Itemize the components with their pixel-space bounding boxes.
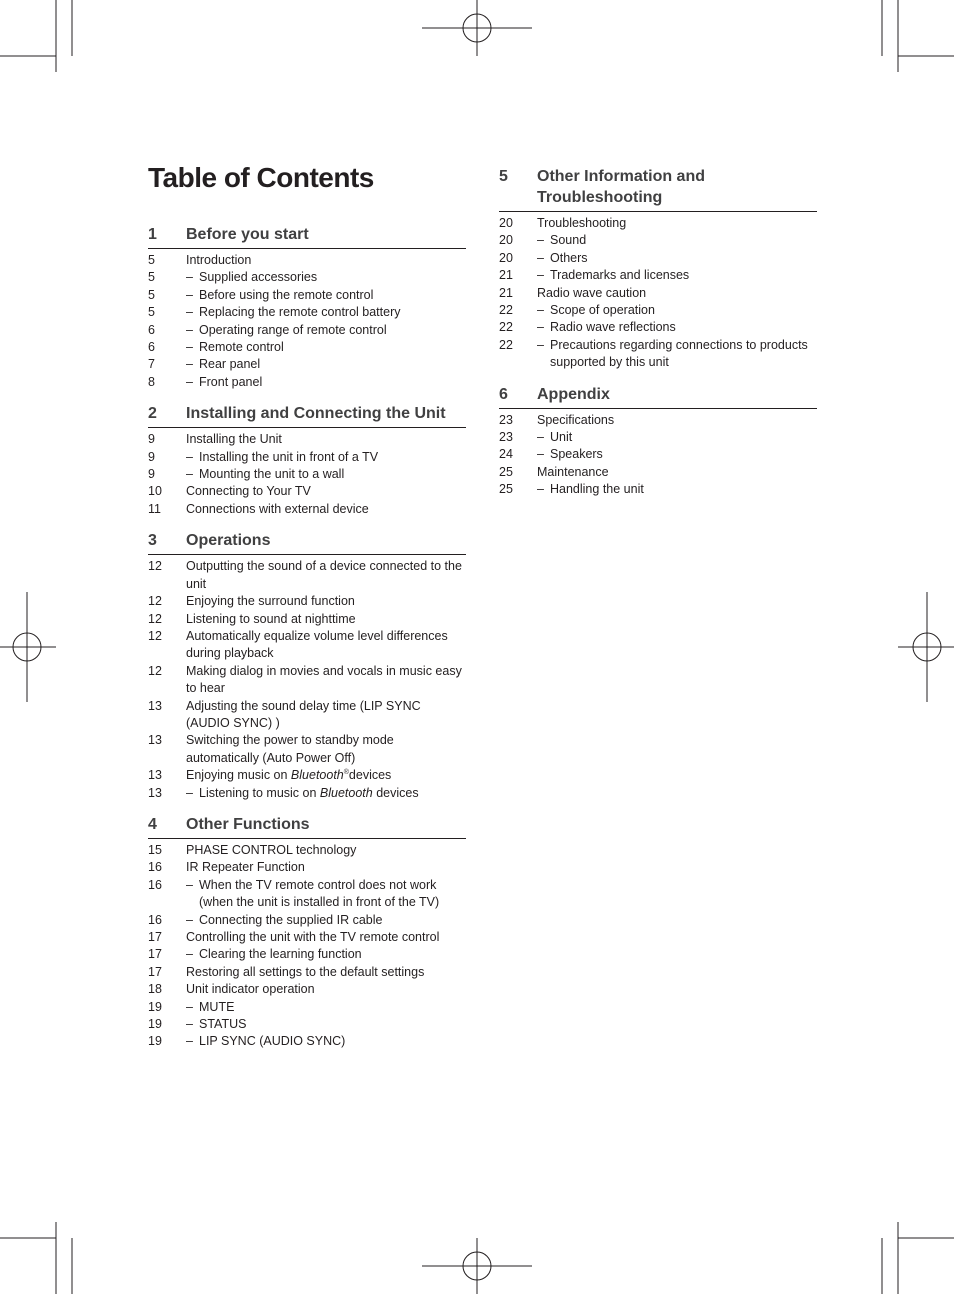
entry-title: Switching the power to standby mode automatically (Auto Power Off) (186, 733, 394, 765)
registered-mark: ® (343, 769, 349, 777)
entry-title: Precautions regarding connections to products supported by this unit (550, 337, 808, 370)
entry-text-prefix: Listening to music on (199, 785, 320, 800)
entry-title: PHASE CONTROL technology (186, 842, 357, 857)
toc-section (148, 224, 466, 391)
toc-entry[interactable] (499, 412, 817, 429)
page-number: 22 (499, 303, 513, 318)
toc-section (499, 166, 817, 372)
page-number: 17 (148, 964, 162, 979)
brand-name: Bluetooth (319, 785, 373, 800)
dash-bullet: – (537, 320, 544, 335)
page-number: 5 (148, 305, 155, 320)
entry-title: Radio wave caution (537, 285, 647, 300)
entry-title: Maintenance (537, 464, 609, 479)
dash-bullet: – (186, 340, 193, 355)
section-title: Other Information and Troubleshooting (537, 168, 705, 206)
toc-entry[interactable] (148, 663, 466, 698)
page-number: 18 (148, 982, 162, 997)
page-number: 24 (499, 447, 513, 462)
toc-entry[interactable] (148, 356, 466, 373)
toc-entry[interactable] (148, 946, 466, 963)
page-number: 13 (148, 785, 162, 800)
entry-title: Unit indicator operation (186, 982, 315, 997)
page-number: 17 (148, 930, 162, 944)
toc-entry[interactable] (499, 250, 817, 267)
toc-entry[interactable] (148, 842, 466, 859)
section-title: Installing and Connecting the Unit (186, 405, 446, 423)
toc-entry[interactable] (148, 374, 466, 391)
page-number: 12 (148, 611, 162, 626)
dash-bullet: – (186, 322, 193, 337)
section-title: Appendix (537, 385, 610, 403)
dash-bullet: – (186, 467, 193, 482)
entry-title: Unit (550, 430, 573, 445)
toc-entry[interactable] (148, 981, 466, 998)
toc-entry[interactable] (148, 785, 466, 802)
page-number: 12 (148, 559, 162, 574)
page-number: 12 (148, 663, 162, 678)
dash-bullet: – (537, 233, 544, 248)
entry-title: Others (550, 250, 588, 265)
dash-bullet: – (186, 947, 193, 962)
entry-title: STATUS (199, 1017, 247, 1032)
entry-title: Automatically equalize volume level differences during playback (186, 628, 448, 661)
toc-entry[interactable] (148, 859, 466, 876)
section-number: 2 (148, 405, 157, 423)
page-number: 21 (499, 285, 513, 300)
entry-title: Enjoying the surround function (186, 594, 355, 609)
toc-section (148, 814, 466, 1051)
toc-entry[interactable] (148, 449, 466, 466)
page-number: 25 (499, 482, 513, 497)
entry-title: Connecting the supplied IR cable (199, 912, 383, 927)
page-number: 19 (148, 999, 162, 1014)
page-number: 5 (148, 253, 155, 267)
dash-bullet: – (537, 250, 544, 265)
dash-bullet: – (537, 430, 544, 445)
page-number: 23 (499, 430, 513, 445)
toc-entry[interactable] (499, 215, 817, 232)
page-number: 22 (499, 337, 513, 352)
toc-entry[interactable] (148, 304, 466, 321)
entry-title: Clearing the learning function (199, 947, 362, 962)
entry-title: Mounting the unit to a wall (199, 467, 345, 482)
page-number: 13 (148, 768, 162, 783)
entry-title: Speakers (550, 447, 603, 462)
toc-entry[interactable] (148, 483, 466, 500)
toc-entry[interactable] (148, 999, 466, 1016)
entry-title: Scope of operation (550, 303, 655, 318)
toc-entry[interactable] (499, 319, 817, 336)
toc-entry[interactable] (148, 1016, 466, 1033)
entry-title: Connecting to Your TV (186, 484, 311, 499)
dash-bullet: – (186, 785, 193, 800)
toc-entry[interactable] (499, 285, 817, 302)
dash-bullet: – (537, 482, 544, 497)
toc-entry[interactable] (148, 929, 466, 946)
section-number: 5 (499, 168, 508, 185)
page-number: 13 (148, 733, 162, 748)
section-heading (148, 224, 466, 249)
dash-bullet: – (186, 1017, 193, 1032)
entry-title: IR Repeater Function (186, 860, 305, 875)
entry-title: MUTE (199, 999, 235, 1014)
entry-title: Making dialog in movies and vocals in music easy to hear (186, 663, 462, 696)
section-heading (148, 530, 466, 555)
toc-entry[interactable] (148, 501, 466, 518)
dash-bullet: – (537, 303, 544, 318)
entry-title: Rear panel (199, 357, 261, 372)
dash-bullet: – (186, 305, 193, 320)
section-title: Before you start (186, 226, 309, 243)
entry-title: Before using the remote control (199, 287, 374, 302)
entry-title: Front panel (199, 374, 263, 389)
toc-entry[interactable] (148, 593, 466, 610)
entry-title: Operating range of remote control (199, 322, 387, 337)
dash-bullet: – (537, 268, 544, 283)
entry-title: Radio wave reflections (550, 320, 676, 335)
page-number: 23 (499, 412, 513, 427)
dash-bullet: – (537, 337, 544, 352)
dash-bullet: – (186, 449, 193, 464)
toc-entry[interactable] (148, 698, 466, 733)
section-heading (499, 166, 817, 212)
toc-entry[interactable] (148, 611, 466, 628)
entry-title: Outputting the sound of a device connected to the unit (186, 559, 462, 591)
section-number: 3 (148, 532, 157, 550)
dash-bullet: – (186, 999, 193, 1014)
page-number: 8 (148, 374, 155, 389)
entry-title: Trademarks and licenses (550, 268, 690, 283)
toc-entry[interactable] (148, 1033, 466, 1050)
toc-column-left (148, 224, 466, 1063)
toc-entry[interactable] (148, 767, 466, 784)
entry-title: Listening to sound at nighttime (186, 611, 356, 626)
toc-section (499, 384, 817, 499)
brand-name: Bluetooth (290, 768, 344, 783)
page-number: 7 (148, 357, 155, 372)
entry-title: Adjusting the sound delay time (LIP SYNC (AUDIO SYNC) ) (186, 698, 421, 730)
section-title: Other Functions (186, 815, 310, 833)
entry-title: Remote control (199, 340, 284, 355)
toc-entry[interactable] (148, 558, 466, 593)
page-number: 19 (148, 1034, 162, 1049)
page-number: 5 (148, 287, 155, 302)
page-number: 20 (499, 233, 513, 248)
page-number: 6 (148, 340, 155, 355)
entry-title: Handling the unit (550, 482, 644, 497)
section-number: 1 (148, 226, 157, 243)
section-heading (148, 814, 466, 839)
toc-column-right (499, 166, 817, 511)
page-number: 13 (148, 698, 162, 713)
entry-title: Specifications (537, 412, 615, 427)
page-number: 19 (148, 1017, 162, 1032)
page-number: 9 (148, 449, 155, 464)
page-number: 22 (499, 320, 513, 335)
entry-title: Connections with external device (186, 501, 369, 516)
page-number: 16 (148, 912, 162, 927)
toc-entry[interactable] (499, 337, 817, 372)
toc-section (148, 403, 466, 518)
entry-title: Restoring all settings to the default settings (186, 964, 425, 979)
page-number: 5 (148, 270, 155, 285)
page-number: 16 (148, 860, 162, 875)
entry-title: Supplied accessories (199, 270, 318, 285)
page-number: 20 (499, 216, 513, 230)
toc-entry[interactable] (148, 964, 466, 981)
toc-entry[interactable] (148, 322, 466, 339)
entry-text-suffix: devices (372, 785, 419, 800)
dash-bullet: – (186, 877, 193, 892)
toc-entry[interactable] (148, 287, 466, 304)
entry-title (199, 785, 419, 802)
page-number: 21 (499, 268, 513, 283)
toc-entry[interactable] (148, 252, 466, 269)
toc-entry[interactable] (499, 302, 817, 319)
toc-entry[interactable] (148, 339, 466, 356)
entry-text-suffix: devices (348, 768, 392, 783)
page-number: 9 (148, 432, 155, 447)
entry-title: Controlling the unit with the TV remote control (186, 930, 440, 944)
dash-bullet: – (186, 270, 193, 285)
section-number: 6 (499, 385, 508, 403)
page-number: 16 (148, 877, 162, 892)
entry-title (186, 767, 391, 784)
dash-bullet: – (537, 447, 544, 462)
entry-text-prefix: Enjoying music on (186, 768, 291, 783)
toc-entry[interactable] (148, 628, 466, 663)
entry-title: Replacing the remote control battery (199, 305, 401, 320)
dash-bullet: – (186, 287, 193, 302)
page-number: 25 (499, 464, 513, 479)
dash-bullet: – (186, 1034, 193, 1049)
toc-entry[interactable] (148, 269, 466, 286)
dash-bullet: – (186, 374, 193, 389)
entry-title: Sound (550, 233, 587, 248)
toc-section (148, 530, 466, 802)
page-number: 20 (499, 250, 513, 265)
toc-entry[interactable] (499, 429, 817, 446)
page-number: 15 (148, 842, 162, 857)
page-number: 17 (148, 947, 162, 962)
toc-entry[interactable] (499, 232, 817, 249)
page-number: 11 (148, 501, 161, 516)
dash-bullet: – (186, 357, 193, 372)
toc-entry[interactable] (148, 466, 466, 483)
page-number: 12 (148, 628, 162, 643)
toc-entry[interactable] (148, 431, 466, 448)
toc-entry[interactable] (148, 732, 466, 767)
entry-title: Installing the unit in front of a TV (199, 449, 379, 464)
toc-entry[interactable] (499, 267, 817, 284)
page-number: 12 (148, 594, 162, 609)
page-number: 9 (148, 467, 155, 482)
entry-title: When the TV remote control does not work (when the unit is installed in front of the TV) (199, 877, 440, 910)
section-heading (148, 403, 466, 428)
entry-title: Installing the Unit (186, 432, 282, 447)
section-title: Operations (186, 532, 271, 550)
toc-entry[interactable] (148, 912, 466, 929)
entry-title: Introduction (186, 253, 252, 267)
entry-title: Troubleshooting (537, 216, 627, 230)
dash-bullet: – (186, 912, 193, 927)
page-number: 6 (148, 322, 155, 337)
page-title: Table of Contents (148, 162, 374, 193)
toc-entry[interactable] (499, 481, 817, 498)
toc-entry[interactable] (499, 464, 817, 481)
toc-entry[interactable] (499, 446, 817, 463)
toc-entry[interactable] (148, 877, 466, 912)
section-number: 4 (148, 815, 157, 833)
entry-title: LIP SYNC (AUDIO SYNC) (199, 1034, 346, 1049)
section-heading (499, 384, 817, 409)
page-number: 10 (148, 484, 162, 499)
